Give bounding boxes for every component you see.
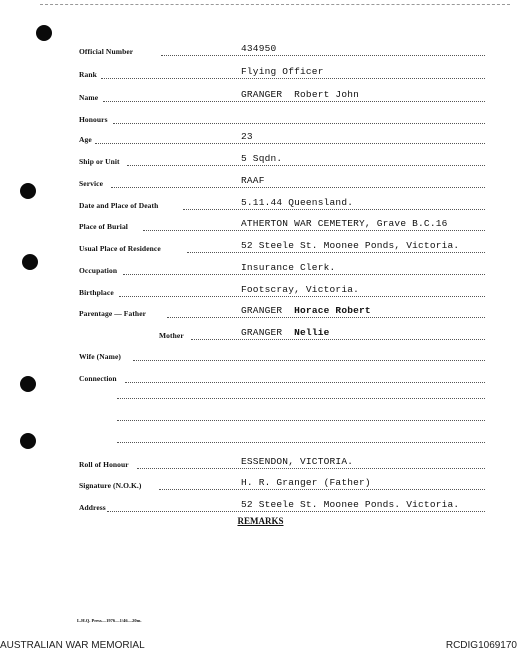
value-name-given: Robert John <box>294 89 360 100</box>
value-service: RAAF <box>241 175 265 186</box>
dotted-line <box>137 468 485 469</box>
row-name <box>79 88 485 104</box>
label-official-number: Official Number <box>79 47 134 56</box>
label-signature: Signature (N.O.K.) <box>79 481 142 490</box>
punch-hole <box>36 25 52 41</box>
row-ship-or-unit <box>79 152 485 168</box>
row-birthplace <box>79 283 485 299</box>
row-residence <box>79 239 485 255</box>
blank-line <box>117 398 485 399</box>
value-signature: H. R. Granger (Father) <box>241 477 371 488</box>
row-signature <box>79 476 485 492</box>
value-birthplace: Footscray, Victoria. <box>241 284 360 295</box>
label-mother: Mother <box>159 331 184 340</box>
dotted-line <box>161 55 485 56</box>
row-rank <box>79 65 485 81</box>
label-service: Service <box>79 179 104 188</box>
label-occupation: Occupation <box>79 266 118 275</box>
row-roll-of-honour <box>79 455 485 471</box>
punch-hole <box>20 433 36 449</box>
label-place-burial: Place of Burial <box>79 222 128 231</box>
dotted-line <box>113 123 485 124</box>
value-mother-surname: GRANGER <box>241 327 283 338</box>
dotted-line <box>101 78 485 79</box>
value-father-surname: GRANGER <box>241 305 283 316</box>
value-father <box>241 305 371 316</box>
row-wife <box>79 347 485 363</box>
value-occupation: Insurance Clerk. <box>241 262 336 273</box>
label-address: Address <box>79 503 106 512</box>
blank-line <box>117 442 485 443</box>
dotted-line <box>167 317 485 318</box>
label-connection: Connection <box>79 374 117 383</box>
value-date-place-death: 5.11.44 Queensland. <box>241 197 354 208</box>
value-rank: Flying Officer <box>241 66 324 77</box>
value-mother-given: Nellie <box>294 327 330 338</box>
dotted-line <box>187 252 485 253</box>
punch-hole <box>20 376 36 392</box>
printer-imprint: L.H.Q. Press—1976—1/46—20m. <box>77 618 142 623</box>
value-age: 23 <box>241 131 253 142</box>
value-roll-of-honour: ESSENDON, VICTORIA. <box>241 456 354 467</box>
dotted-line <box>183 209 485 210</box>
value-name-surname: GRANGER <box>241 89 283 100</box>
label-birthplace: Birthplace <box>79 288 114 297</box>
row-connection <box>79 369 485 385</box>
dotted-line <box>133 360 485 361</box>
punch-hole <box>20 183 36 199</box>
value-place-burial: ATHERTON WAR CEMETERY, Grave B.C.16 <box>241 218 448 229</box>
value-ship-or-unit: 5 Sqdn. <box>241 153 283 164</box>
value-mother <box>241 327 330 338</box>
label-residence: Usual Place of Residence <box>79 244 161 253</box>
dotted-line <box>159 489 485 490</box>
top-edge-line <box>40 4 510 5</box>
dotted-line <box>127 165 485 166</box>
label-date-place-death: Date and Place of Death <box>79 201 159 210</box>
row-date-place-death <box>79 196 485 212</box>
dotted-line <box>191 339 485 340</box>
dotted-line <box>143 230 485 231</box>
label-honours: Honours <box>79 115 108 124</box>
dotted-line <box>125 382 485 383</box>
value-father-given: Horace Robert <box>294 305 371 316</box>
dotted-line <box>123 274 485 275</box>
value-address: 52 Steele St. Moonee Ponds. Victoria. <box>241 499 460 510</box>
label-name: Name <box>79 93 99 102</box>
blank-line <box>117 420 485 421</box>
dotted-line <box>103 101 485 102</box>
footer-archive-name: AUSTRALIAN WAR MEMORIAL <box>0 640 145 651</box>
label-father: Parentage — Father <box>79 309 147 318</box>
row-father <box>79 304 485 320</box>
value-name <box>241 89 359 100</box>
label-rank: Rank <box>79 70 97 79</box>
dotted-line <box>107 511 485 512</box>
row-occupation <box>79 261 485 277</box>
footer-record-id: RCDIG1069170 <box>445 640 517 651</box>
dotted-line <box>119 296 485 297</box>
row-age <box>79 130 485 146</box>
row-service <box>79 174 485 190</box>
remarks-heading: REMARKS <box>237 516 284 526</box>
row-address <box>79 498 485 514</box>
row-honours <box>79 110 485 126</box>
label-age: Age <box>79 135 92 144</box>
dotted-line <box>95 143 485 144</box>
dotted-line <box>111 187 485 188</box>
row-official-number <box>79 42 485 58</box>
row-mother <box>79 326 485 342</box>
value-official-number: 434950 <box>241 43 277 54</box>
label-ship-or-unit: Ship or Unit <box>79 157 120 166</box>
label-roll-of-honour: Roll of Honour <box>79 460 129 469</box>
row-place-burial <box>79 217 485 233</box>
value-residence: 52 Steele St. Moonee Ponds, Victoria. <box>241 240 460 251</box>
label-wife: Wife (Name) <box>79 352 121 361</box>
punch-hole <box>22 254 38 270</box>
